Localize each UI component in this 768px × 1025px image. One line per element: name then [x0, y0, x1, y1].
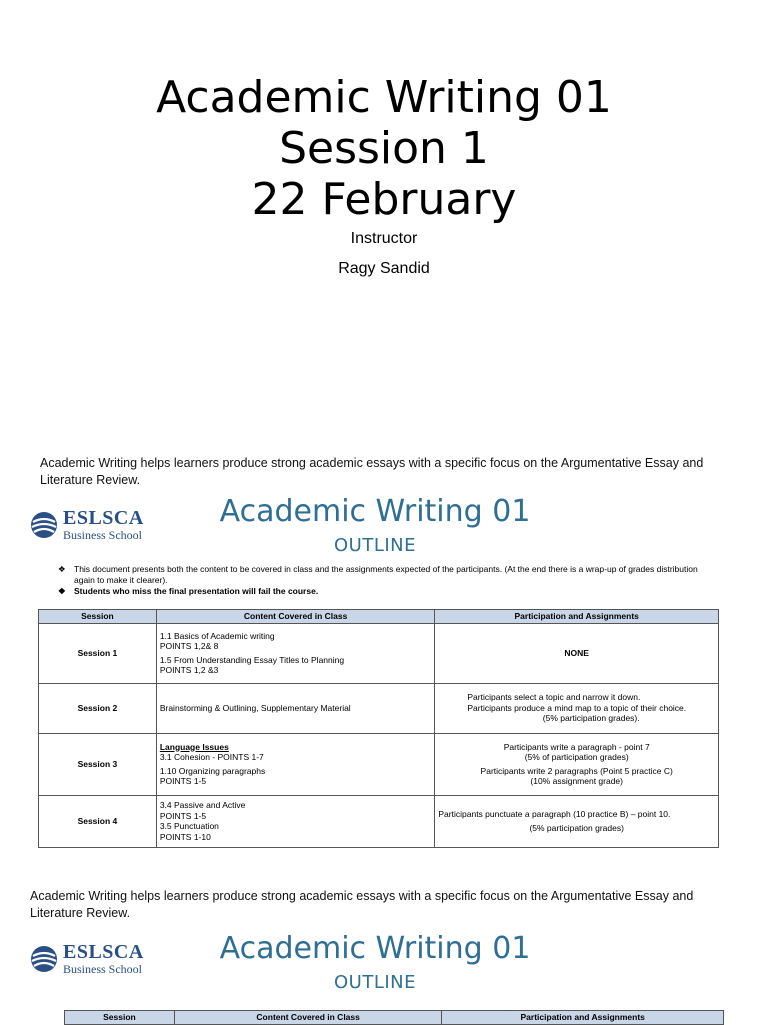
doc-title: Academic Writing 01	[219, 494, 531, 529]
outline-table-repeat	[64, 1010, 724, 1025]
intro-text-repeat: Academic Writing helps learners produce strong academic essays with a specific focus on the Argumentative Essay and Literature Review.	[30, 889, 694, 920]
bullet-list	[58, 564, 718, 597]
logo-tagline: Business School	[63, 962, 143, 976]
header-assignments: Participation and Assignments	[442, 1011, 724, 1025]
doc-subtitle-repeat: OUTLINE	[333, 972, 416, 993]
session-cell: Session 1	[39, 623, 157, 683]
doc-title-repeat: Academic Writing 01	[219, 931, 531, 966]
assignment-cell: Participants select a topic and narrow it down. Participants produce a mind map to a topic of their choice. (5% participation grades).	[435, 683, 719, 733]
intro-text: Academic Writing helps learners produce strong academic essays with a specific focus on the Argumentative Essay and Literature Review.	[40, 456, 704, 487]
slide-title	[0, 72, 768, 225]
assignment-cell: Participants punctuate a paragraph (10 practice B) – point 10. (5% participation grades)	[435, 795, 719, 847]
logo-name: ESLSCA	[63, 507, 144, 529]
title-line-1: Academic Writing 01	[156, 72, 612, 123]
table-row	[39, 795, 719, 847]
title-line-2: Session 1	[279, 123, 489, 174]
table-header-row	[39, 610, 719, 624]
header-content: Content Covered in Class	[156, 610, 435, 624]
eslsca-globe-icon	[30, 511, 58, 539]
content-cell: 3.4 Passive and Active POINTS 1-5 3.5 Punctuation POINTS 1-10	[156, 795, 435, 847]
instructor-name: Ragy Sandid	[338, 260, 430, 277]
title-line-3: 22 February	[251, 174, 517, 225]
diamond-bullet-icon: ❖	[58, 564, 66, 574]
table-row	[39, 683, 719, 733]
header-session: Session	[65, 1011, 175, 1025]
eslsca-logo	[30, 508, 144, 541]
eslsca-globe-icon	[30, 945, 58, 973]
logo-name: ESLSCA	[63, 941, 144, 963]
bullet-item: ❖ Students who miss the final presentation will fail the course.	[58, 586, 319, 596]
table-row	[39, 733, 719, 795]
eslsca-logo-repeat	[30, 942, 144, 975]
content-cell: Brainstorming & Outlining, Supplementary Material	[156, 683, 435, 733]
bullet-item: ❖ This document presents both the content to be covered in class and the assignments expected of the participants. (At the end there is a wrap-up of grades distribution again to make it clearer).	[58, 564, 698, 585]
assignment-cell: Participants write a paragraph - point 7 (5% of participation grades) Participants write 2 paragraphs (Point 5 practice C) (10% assignment grade)	[435, 733, 719, 795]
outline-table	[38, 609, 719, 848]
session-cell: Session 3	[39, 733, 157, 795]
session-cell: Session 4	[39, 795, 157, 847]
table-header-row	[65, 1011, 724, 1025]
header-assignments: Participation and Assignments	[435, 610, 719, 624]
content-cell: Language Issues 3.1 Cohesion - POINTS 1-7 1.10 Organizing paragraphs POINTS 1-5	[156, 733, 435, 795]
diamond-bullet-icon: ❖	[58, 586, 66, 596]
header-content: Content Covered in Class	[174, 1011, 442, 1025]
instructor-label: Instructor	[350, 230, 418, 247]
logo-tagline: Business School	[63, 528, 143, 542]
content-cell: 1.1 Basics of Academic writing POINTS 1,2& 8 1.5 From Understanding Essay Titles to Planning POINTS 1,2 &3	[156, 623, 435, 683]
table-row	[39, 623, 719, 683]
doc-subtitle: OUTLINE	[333, 535, 416, 556]
header-session: Session	[39, 610, 157, 624]
session-cell: Session 2	[39, 683, 157, 733]
assignment-cell: NONE	[435, 623, 719, 683]
